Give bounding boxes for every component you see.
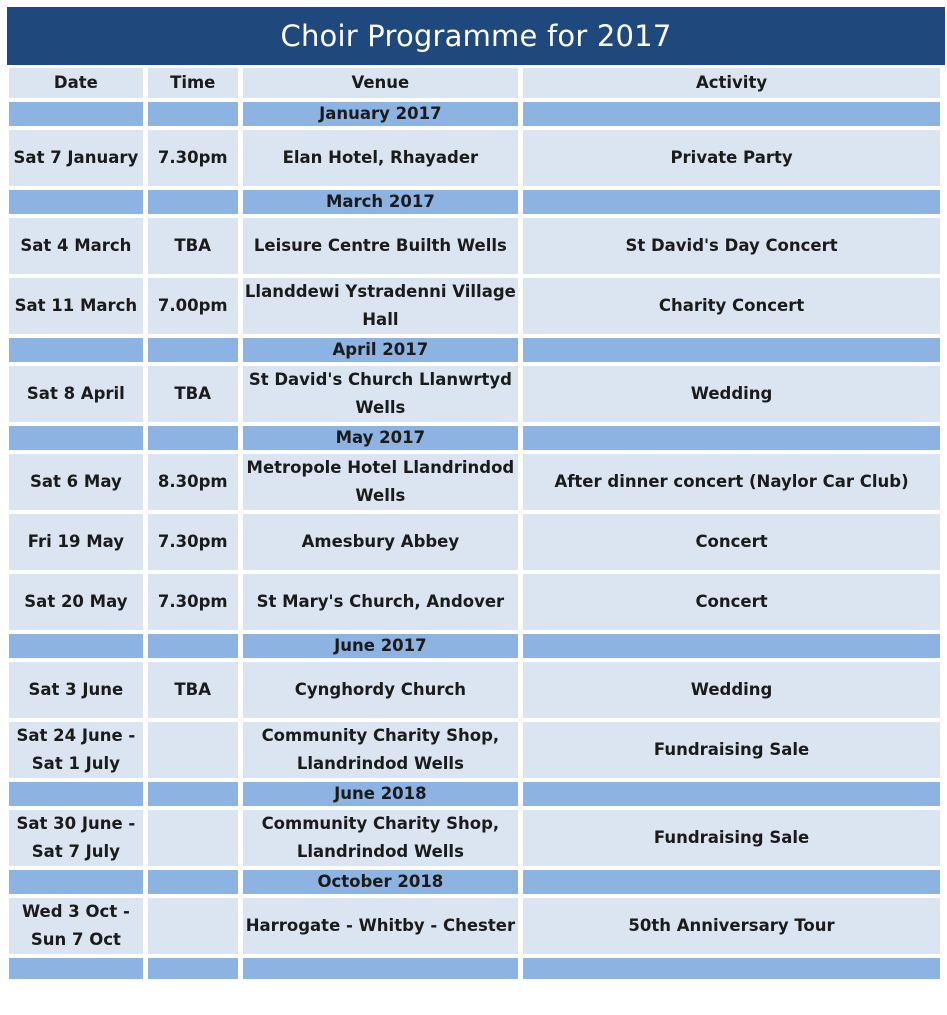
event-date: Sat 24 June - Sat 1 July [9,722,143,778]
event-activity: Concert [523,574,940,630]
month-label: June 2018 [243,782,518,806]
month-row-spacer [9,190,143,214]
event-venue: Community Charity Shop, Llandrindod Wells [243,810,518,866]
event-date: Wed 3 Oct - Sun 7 Oct [9,898,143,954]
event-time: TBA [148,662,238,718]
event-venue: Harrogate - Whitby - Chester [243,898,518,954]
event-date: Fri 19 May [9,514,143,570]
closing-row-cell [523,958,940,979]
month-row-spacer [148,634,238,658]
event-activity: Private Party [523,130,940,186]
month-row-spacer [523,426,940,450]
event-row [9,218,940,274]
event-time: 7.00pm [148,278,238,334]
month-row-spacer [523,102,940,126]
event-time: TBA [148,366,238,422]
event-activity: Fundraising Sale [523,810,940,866]
closing-row [9,958,940,979]
event-date: Sat 20 May [9,574,143,630]
event-row [9,514,940,570]
programme-table-body [9,68,940,979]
closing-row-cell [9,958,143,979]
event-row [9,278,940,334]
event-row [9,454,940,510]
event-time: TBA [148,218,238,274]
month-row [9,338,940,362]
month-row-spacer [148,782,238,806]
month-row-spacer [9,782,143,806]
event-row [9,662,940,718]
month-label: May 2017 [243,426,518,450]
month-row-spacer [9,102,143,126]
month-label: January 2017 [243,102,518,126]
event-activity: Charity Concert [523,278,940,334]
event-activity: 50th Anniversary Tour [523,898,940,954]
event-activity: Wedding [523,662,940,718]
event-time: 7.30pm [148,130,238,186]
event-time: 7.30pm [148,574,238,630]
month-row-spacer [523,338,940,362]
month-row-spacer [9,338,143,362]
event-venue: Elan Hotel, Rhayader [243,130,518,186]
event-row [9,810,940,866]
venue-column-header: Venue [243,68,518,98]
month-row-spacer [523,870,940,894]
month-row-spacer [9,426,143,450]
month-row-spacer [148,190,238,214]
programme-table [4,64,945,983]
closing-row-cell [243,958,518,979]
month-row-spacer [523,634,940,658]
event-row [9,574,940,630]
event-row [9,366,940,422]
date-column-header: Date [9,68,143,98]
event-activity: St David's Day Concert [523,218,940,274]
event-venue: Metropole Hotel Llandrindod Wells [243,454,518,510]
event-activity: Concert [523,514,940,570]
event-venue: Llanddewi Ystradenni Village Hall [243,278,518,334]
event-date: Sat 4 March [9,218,143,274]
event-time [148,810,238,866]
event-row [9,722,940,778]
month-row [9,634,940,658]
event-time [148,898,238,954]
time-column-header: Time [148,68,238,98]
event-venue: Amesbury Abbey [243,514,518,570]
event-date: Sat 30 June - Sat 7 July [9,810,143,866]
event-activity: After dinner concert (Naylor Car Club) [523,454,940,510]
event-venue: St Mary's Church, Andover [243,574,518,630]
month-row [9,426,940,450]
month-label: October 2018 [243,870,518,894]
closing-row-cell [148,958,238,979]
month-label: March 2017 [243,190,518,214]
month-row-spacer [148,102,238,126]
month-label: April 2017 [243,338,518,362]
event-date: Sat 11 March [9,278,143,334]
month-row [9,870,940,894]
month-row-spacer [523,782,940,806]
event-date: Sat 8 April [9,366,143,422]
activity-column-header: Activity [523,68,940,98]
month-row [9,190,940,214]
month-row-spacer [148,338,238,362]
event-activity: Wedding [523,366,940,422]
event-row [9,898,940,954]
header-row [9,68,940,98]
event-time: 7.30pm [148,514,238,570]
event-date: Sat 7 January [9,130,143,186]
event-venue: St David's Church Llanwrtyd Wells [243,366,518,422]
event-activity: Fundraising Sale [523,722,940,778]
event-venue: Leisure Centre Builth Wells [243,218,518,274]
event-venue: Community Charity Shop, Llandrindod Wells [243,722,518,778]
event-venue: Cynghordy Church [243,662,518,718]
event-date: Sat 6 May [9,454,143,510]
event-date: Sat 3 June [9,662,143,718]
month-row-spacer [148,870,238,894]
month-row [9,782,940,806]
month-row-spacer [9,870,143,894]
event-time: 8.30pm [148,454,238,510]
programme-title: Choir Programme for 2017 [7,7,945,65]
month-row [9,102,940,126]
month-row-spacer [9,634,143,658]
month-label: June 2017 [243,634,518,658]
event-time [148,722,238,778]
month-row-spacer [148,426,238,450]
event-row [9,130,940,186]
choir-programme [7,7,945,983]
month-row-spacer [523,190,940,214]
